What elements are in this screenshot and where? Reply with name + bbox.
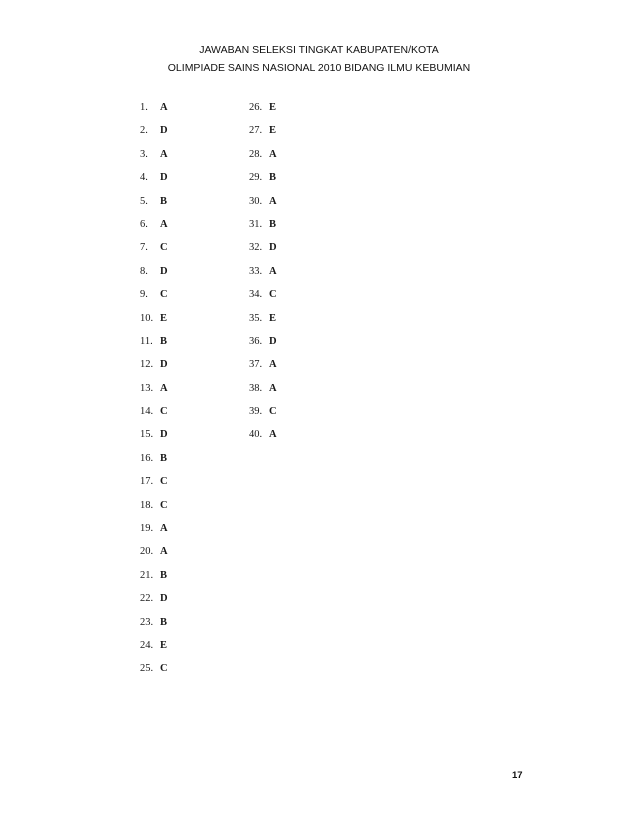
- question-number: 33.: [249, 265, 263, 277]
- answer-row: [249, 143, 277, 166]
- question-number: 34.: [249, 289, 263, 301]
- question-number: 32.: [249, 242, 263, 254]
- answer-letter: D: [160, 593, 168, 605]
- answer-column-2: [249, 96, 277, 447]
- answer-row: [140, 494, 168, 517]
- answer-letter: D: [160, 359, 168, 371]
- answer-row: [140, 283, 168, 306]
- answer-letter: A: [269, 148, 277, 160]
- answer-row: [140, 143, 168, 166]
- answer-letter: D: [160, 429, 168, 441]
- answer-row: [249, 236, 277, 259]
- answer-letter: E: [160, 639, 168, 651]
- question-number: 31.: [249, 218, 263, 230]
- answer-row: [249, 423, 277, 446]
- answer-row: [140, 330, 168, 353]
- answer-row: [140, 307, 168, 330]
- question-number: 20.: [140, 546, 154, 558]
- answer-row: [140, 423, 168, 446]
- answer-row: [140, 517, 168, 540]
- answer-letter: D: [160, 265, 168, 277]
- question-number: 3.: [140, 148, 148, 160]
- question-number: 36.: [249, 335, 263, 347]
- question-number: 18.: [140, 499, 154, 511]
- answer-row: [140, 657, 168, 680]
- answer-letter: E: [269, 102, 277, 113]
- answer-row: [249, 400, 277, 423]
- answer-letter: A: [160, 218, 168, 230]
- answer-letter: C: [269, 289, 277, 301]
- question-number: 13.: [140, 382, 154, 394]
- answer-row: [249, 213, 277, 236]
- answer-row: [140, 447, 168, 470]
- answer-letter: C: [160, 499, 168, 511]
- answer-row: [140, 377, 168, 400]
- question-number: 10.: [140, 312, 154, 324]
- question-number: 21.: [140, 569, 154, 581]
- question-number: 38.: [249, 382, 263, 394]
- question-number: 5.: [140, 195, 148, 207]
- answer-row: [249, 166, 277, 189]
- answer-row: [140, 96, 168, 119]
- answer-letter: A: [269, 382, 277, 394]
- answer-letter: E: [269, 312, 277, 324]
- answer-letter: C: [160, 242, 168, 254]
- answer-letter: D: [269, 335, 277, 347]
- answer-letter: C: [160, 476, 168, 488]
- answer-letter: A: [160, 102, 168, 113]
- answer-letter: D: [160, 172, 168, 184]
- answer-letter: B: [160, 452, 168, 464]
- answer-row: [140, 213, 168, 236]
- question-number: 40.: [249, 429, 263, 441]
- question-number: 26.: [249, 102, 263, 113]
- question-number: 17.: [140, 476, 154, 488]
- question-number: 29.: [249, 172, 263, 184]
- question-number: 19.: [140, 523, 154, 535]
- answer-row: [140, 190, 168, 213]
- header-line-1: JAWABAN SELEKSI TINGKAT KABUPATEN/KOTA: [199, 44, 439, 56]
- answer-row: [249, 377, 277, 400]
- answer-row: [140, 611, 168, 634]
- question-number: 11.: [140, 335, 153, 347]
- answer-letter: A: [269, 195, 277, 207]
- answer-letter: C: [160, 289, 168, 301]
- answer-row: [249, 260, 277, 283]
- answer-letter: D: [160, 125, 168, 137]
- question-number: 7.: [140, 242, 148, 254]
- answer-row: [249, 96, 277, 119]
- page-number: 17: [512, 770, 523, 781]
- answer-row: [249, 307, 277, 330]
- answer-row: [140, 119, 168, 142]
- answer-row: [140, 400, 168, 423]
- question-number: 22.: [140, 593, 154, 605]
- answer-letter: C: [269, 406, 277, 418]
- question-number: 27.: [249, 125, 263, 137]
- answer-row: [140, 353, 168, 376]
- answer-column-1: [140, 96, 168, 681]
- answer-letter: E: [160, 312, 168, 324]
- question-number: 12.: [140, 359, 154, 371]
- answer-letter: A: [160, 546, 168, 558]
- question-number: 14.: [140, 406, 154, 418]
- answer-row: [249, 353, 277, 376]
- answer-row: [249, 283, 277, 306]
- answer-letter: A: [269, 265, 277, 277]
- answer-row: [249, 330, 277, 353]
- answer-letter: A: [160, 148, 168, 160]
- answer-letter: B: [160, 195, 168, 207]
- answer-row: [249, 190, 277, 213]
- answer-letter: C: [160, 663, 168, 675]
- question-number: 25.: [140, 663, 154, 675]
- answer-row: [249, 119, 277, 142]
- answer-row: [140, 236, 168, 259]
- answer-letter: B: [269, 218, 277, 230]
- question-number: 35.: [249, 312, 263, 324]
- question-number: 30.: [249, 195, 263, 207]
- answer-letter: B: [160, 335, 168, 347]
- answer-row: [140, 540, 168, 563]
- question-number: 28.: [249, 148, 263, 160]
- question-number: 8.: [140, 265, 148, 277]
- answer-letter: B: [160, 616, 168, 628]
- question-number: 37.: [249, 359, 263, 371]
- answer-letter: B: [160, 569, 168, 581]
- question-number: 23.: [140, 616, 154, 628]
- answer-row: [140, 564, 168, 587]
- answer-letter: A: [160, 382, 168, 394]
- answer-letter: E: [269, 125, 277, 137]
- answer-letter: D: [269, 242, 277, 254]
- question-number: 6.: [140, 218, 148, 230]
- answer-row: [140, 470, 168, 493]
- question-number: 39.: [249, 406, 263, 418]
- header-line-2: OLIMPIADE SAINS NASIONAL 2010 BIDANG ILMU KEBUMIAN: [167, 62, 471, 74]
- question-number: 15.: [140, 429, 154, 441]
- question-number: 24.: [140, 639, 154, 651]
- answer-letter: C: [160, 406, 168, 418]
- answer-row: [140, 634, 168, 657]
- answer-letter: A: [269, 359, 277, 371]
- answer-letter: A: [160, 523, 168, 535]
- answer-row: [140, 260, 168, 283]
- answer-row: [140, 587, 168, 610]
- question-number: 2.: [140, 125, 148, 137]
- question-number: 4.: [140, 172, 148, 184]
- answer-row: [140, 166, 168, 189]
- answer-letter: A: [269, 429, 277, 441]
- answer-letter: B: [269, 172, 277, 184]
- question-number: 9.: [140, 289, 148, 301]
- question-number: 1.: [140, 102, 148, 113]
- question-number: 16.: [140, 452, 154, 464]
